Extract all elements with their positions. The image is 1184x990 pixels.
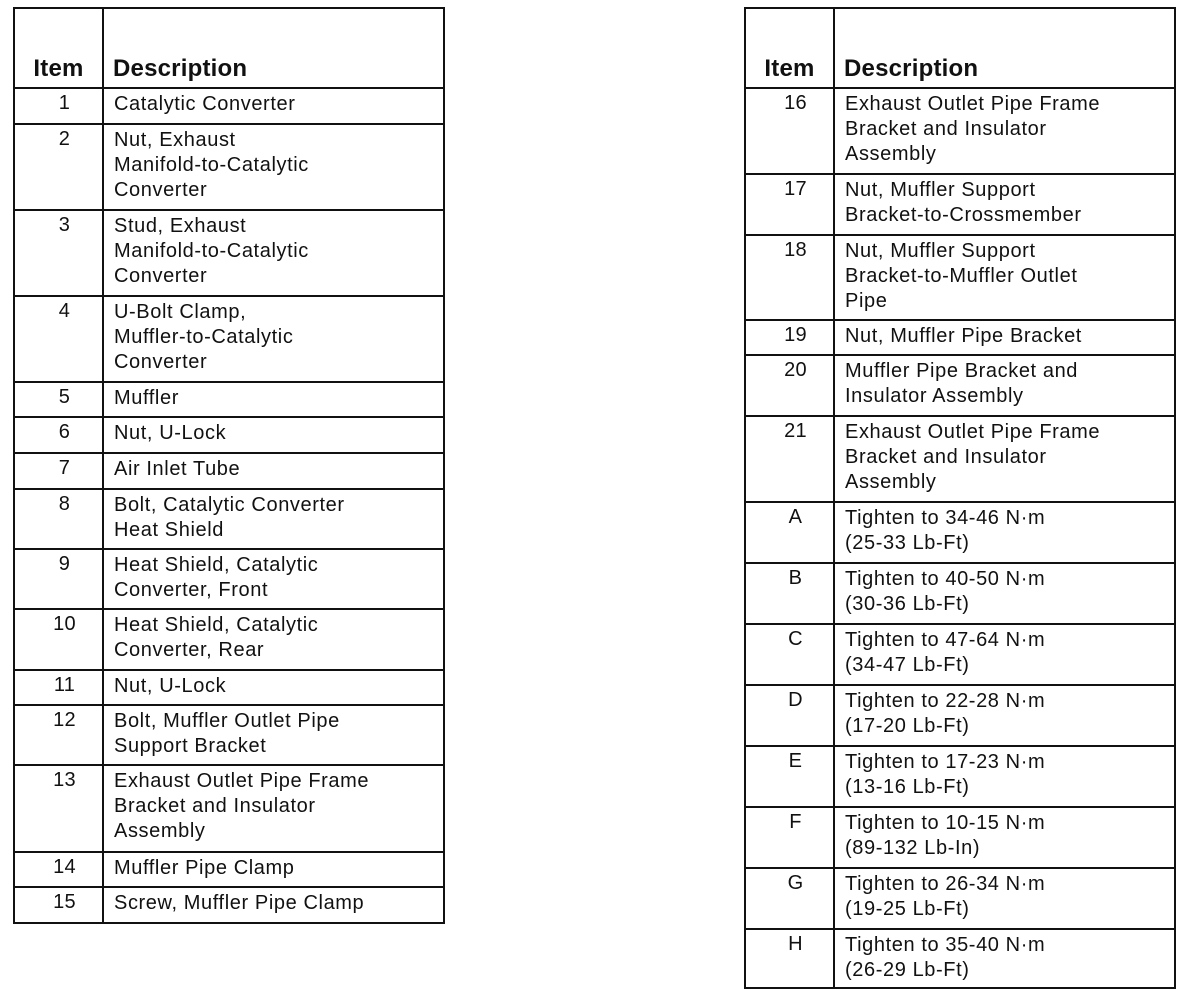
- header-row: [14, 8, 444, 88]
- table-row: [14, 453, 444, 489]
- table-row: [14, 296, 444, 382]
- description-cell: U-Bolt Clamp, Muffler-to-Catalytic Converter: [103, 296, 444, 382]
- description-cell: Tighten to 47-64 N·m (34-47 Lb-Ft): [834, 624, 1175, 685]
- table-row: [745, 807, 1175, 868]
- table-row: [14, 705, 444, 765]
- table-row: [14, 549, 444, 609]
- description-cell: Tighten to 10-15 N·m (89-132 Lb-In): [834, 807, 1175, 868]
- table-row: [745, 88, 1175, 174]
- item-cell: 19: [745, 320, 834, 355]
- table-row: [14, 489, 444, 549]
- table-row: [14, 852, 444, 887]
- table-row: [745, 624, 1175, 685]
- table-row: [14, 88, 444, 124]
- header-row: [745, 8, 1175, 88]
- description-cell: Tighten to 26-34 N·m (19-25 Lb-Ft): [834, 868, 1175, 929]
- item-cell: E: [745, 746, 834, 807]
- item-cell: 17: [745, 174, 834, 235]
- table-row: [745, 174, 1175, 235]
- item-cell: 4: [14, 296, 103, 382]
- table-row: [14, 765, 444, 852]
- item-cell: 7: [14, 453, 103, 489]
- item-cell: 13: [14, 765, 103, 852]
- item-cell: 5: [14, 382, 103, 417]
- item-column-header: Item: [14, 8, 103, 88]
- item-cell: 14: [14, 852, 103, 887]
- description-cell: Nut, Muffler Pipe Bracket: [834, 320, 1175, 355]
- table-row: [745, 563, 1175, 624]
- table-row: [745, 416, 1175, 502]
- description-cell: Nut, Muffler Support Bracket-to-Muffler Outlet Pipe: [834, 235, 1175, 320]
- description-cell: Heat Shield, Catalytic Converter, Front: [103, 549, 444, 609]
- item-cell: 2: [14, 124, 103, 210]
- description-cell: Air Inlet Tube: [103, 453, 444, 489]
- description-column-header: Description: [103, 8, 444, 88]
- item-cell: B: [745, 563, 834, 624]
- description-cell: Bolt, Muffler Outlet Pipe Support Bracket: [103, 705, 444, 765]
- description-cell: Tighten to 34-46 N·m (25-33 Lb-Ft): [834, 502, 1175, 563]
- table-row: [745, 685, 1175, 746]
- item-cell: 8: [14, 489, 103, 549]
- description-cell: Nut, U-Lock: [103, 417, 444, 453]
- table-row: [745, 320, 1175, 355]
- table-row: [745, 502, 1175, 563]
- description-cell: Nut, Muffler Support Bracket-to-Crossmember: [834, 174, 1175, 235]
- item-cell: 10: [14, 609, 103, 670]
- item-cell: 9: [14, 549, 103, 609]
- item-cell: 20: [745, 355, 834, 416]
- description-cell: Tighten to 22-28 N·m (17-20 Lb-Ft): [834, 685, 1175, 746]
- description-cell: Nut, Exhaust Manifold-to-Catalytic Converter: [103, 124, 444, 210]
- item-cell: 15: [14, 887, 103, 923]
- item-cell: 12: [14, 705, 103, 765]
- item-column-header: Item: [745, 8, 834, 88]
- description-cell: Exhaust Outlet Pipe Frame Bracket and Insulator Assembly: [834, 88, 1175, 174]
- description-cell: Stud, Exhaust Manifold-to-Catalytic Converter: [103, 210, 444, 296]
- item-cell: H: [745, 929, 834, 988]
- description-cell: Exhaust Outlet Pipe Frame Bracket and Insulator Assembly: [834, 416, 1175, 502]
- item-cell: 21: [745, 416, 834, 502]
- parts-legend-table-right: [744, 7, 1176, 989]
- table-row: [745, 929, 1175, 988]
- description-cell: Tighten to 35-40 N·m (26-29 Lb-Ft): [834, 929, 1175, 988]
- description-column-header: Description: [834, 8, 1175, 88]
- table-row: [745, 355, 1175, 416]
- item-cell: C: [745, 624, 834, 685]
- table-row: [14, 670, 444, 705]
- table-row: [14, 210, 444, 296]
- table-row: [14, 887, 444, 923]
- description-cell: Tighten to 17-23 N·m (13-16 Lb-Ft): [834, 746, 1175, 807]
- description-cell: Heat Shield, Catalytic Converter, Rear: [103, 609, 444, 670]
- item-cell: A: [745, 502, 834, 563]
- item-cell: G: [745, 868, 834, 929]
- item-cell: 18: [745, 235, 834, 320]
- table-row: [14, 124, 444, 210]
- description-cell: Muffler Pipe Clamp: [103, 852, 444, 887]
- item-cell: 1: [14, 88, 103, 124]
- description-cell: Nut, U-Lock: [103, 670, 444, 705]
- description-cell: Exhaust Outlet Pipe Frame Bracket and Insulator Assembly: [103, 765, 444, 852]
- table-row: [745, 868, 1175, 929]
- description-cell: Muffler: [103, 382, 444, 417]
- item-cell: 6: [14, 417, 103, 453]
- table-row: [14, 417, 444, 453]
- table-row: [745, 235, 1175, 320]
- table-row: [745, 746, 1175, 807]
- item-cell: F: [745, 807, 834, 868]
- description-cell: Catalytic Converter: [103, 88, 444, 124]
- item-cell: 3: [14, 210, 103, 296]
- description-cell: Tighten to 40-50 N·m (30-36 Lb-Ft): [834, 563, 1175, 624]
- table-row: [14, 382, 444, 417]
- description-cell: Muffler Pipe Bracket and Insulator Assembly: [834, 355, 1175, 416]
- parts-legend-table-left: [13, 7, 445, 924]
- description-cell: Screw, Muffler Pipe Clamp: [103, 887, 444, 923]
- description-cell: Bolt, Catalytic Converter Heat Shield: [103, 489, 444, 549]
- item-cell: D: [745, 685, 834, 746]
- table-row: [14, 609, 444, 670]
- item-cell: 16: [745, 88, 834, 174]
- item-cell: 11: [14, 670, 103, 705]
